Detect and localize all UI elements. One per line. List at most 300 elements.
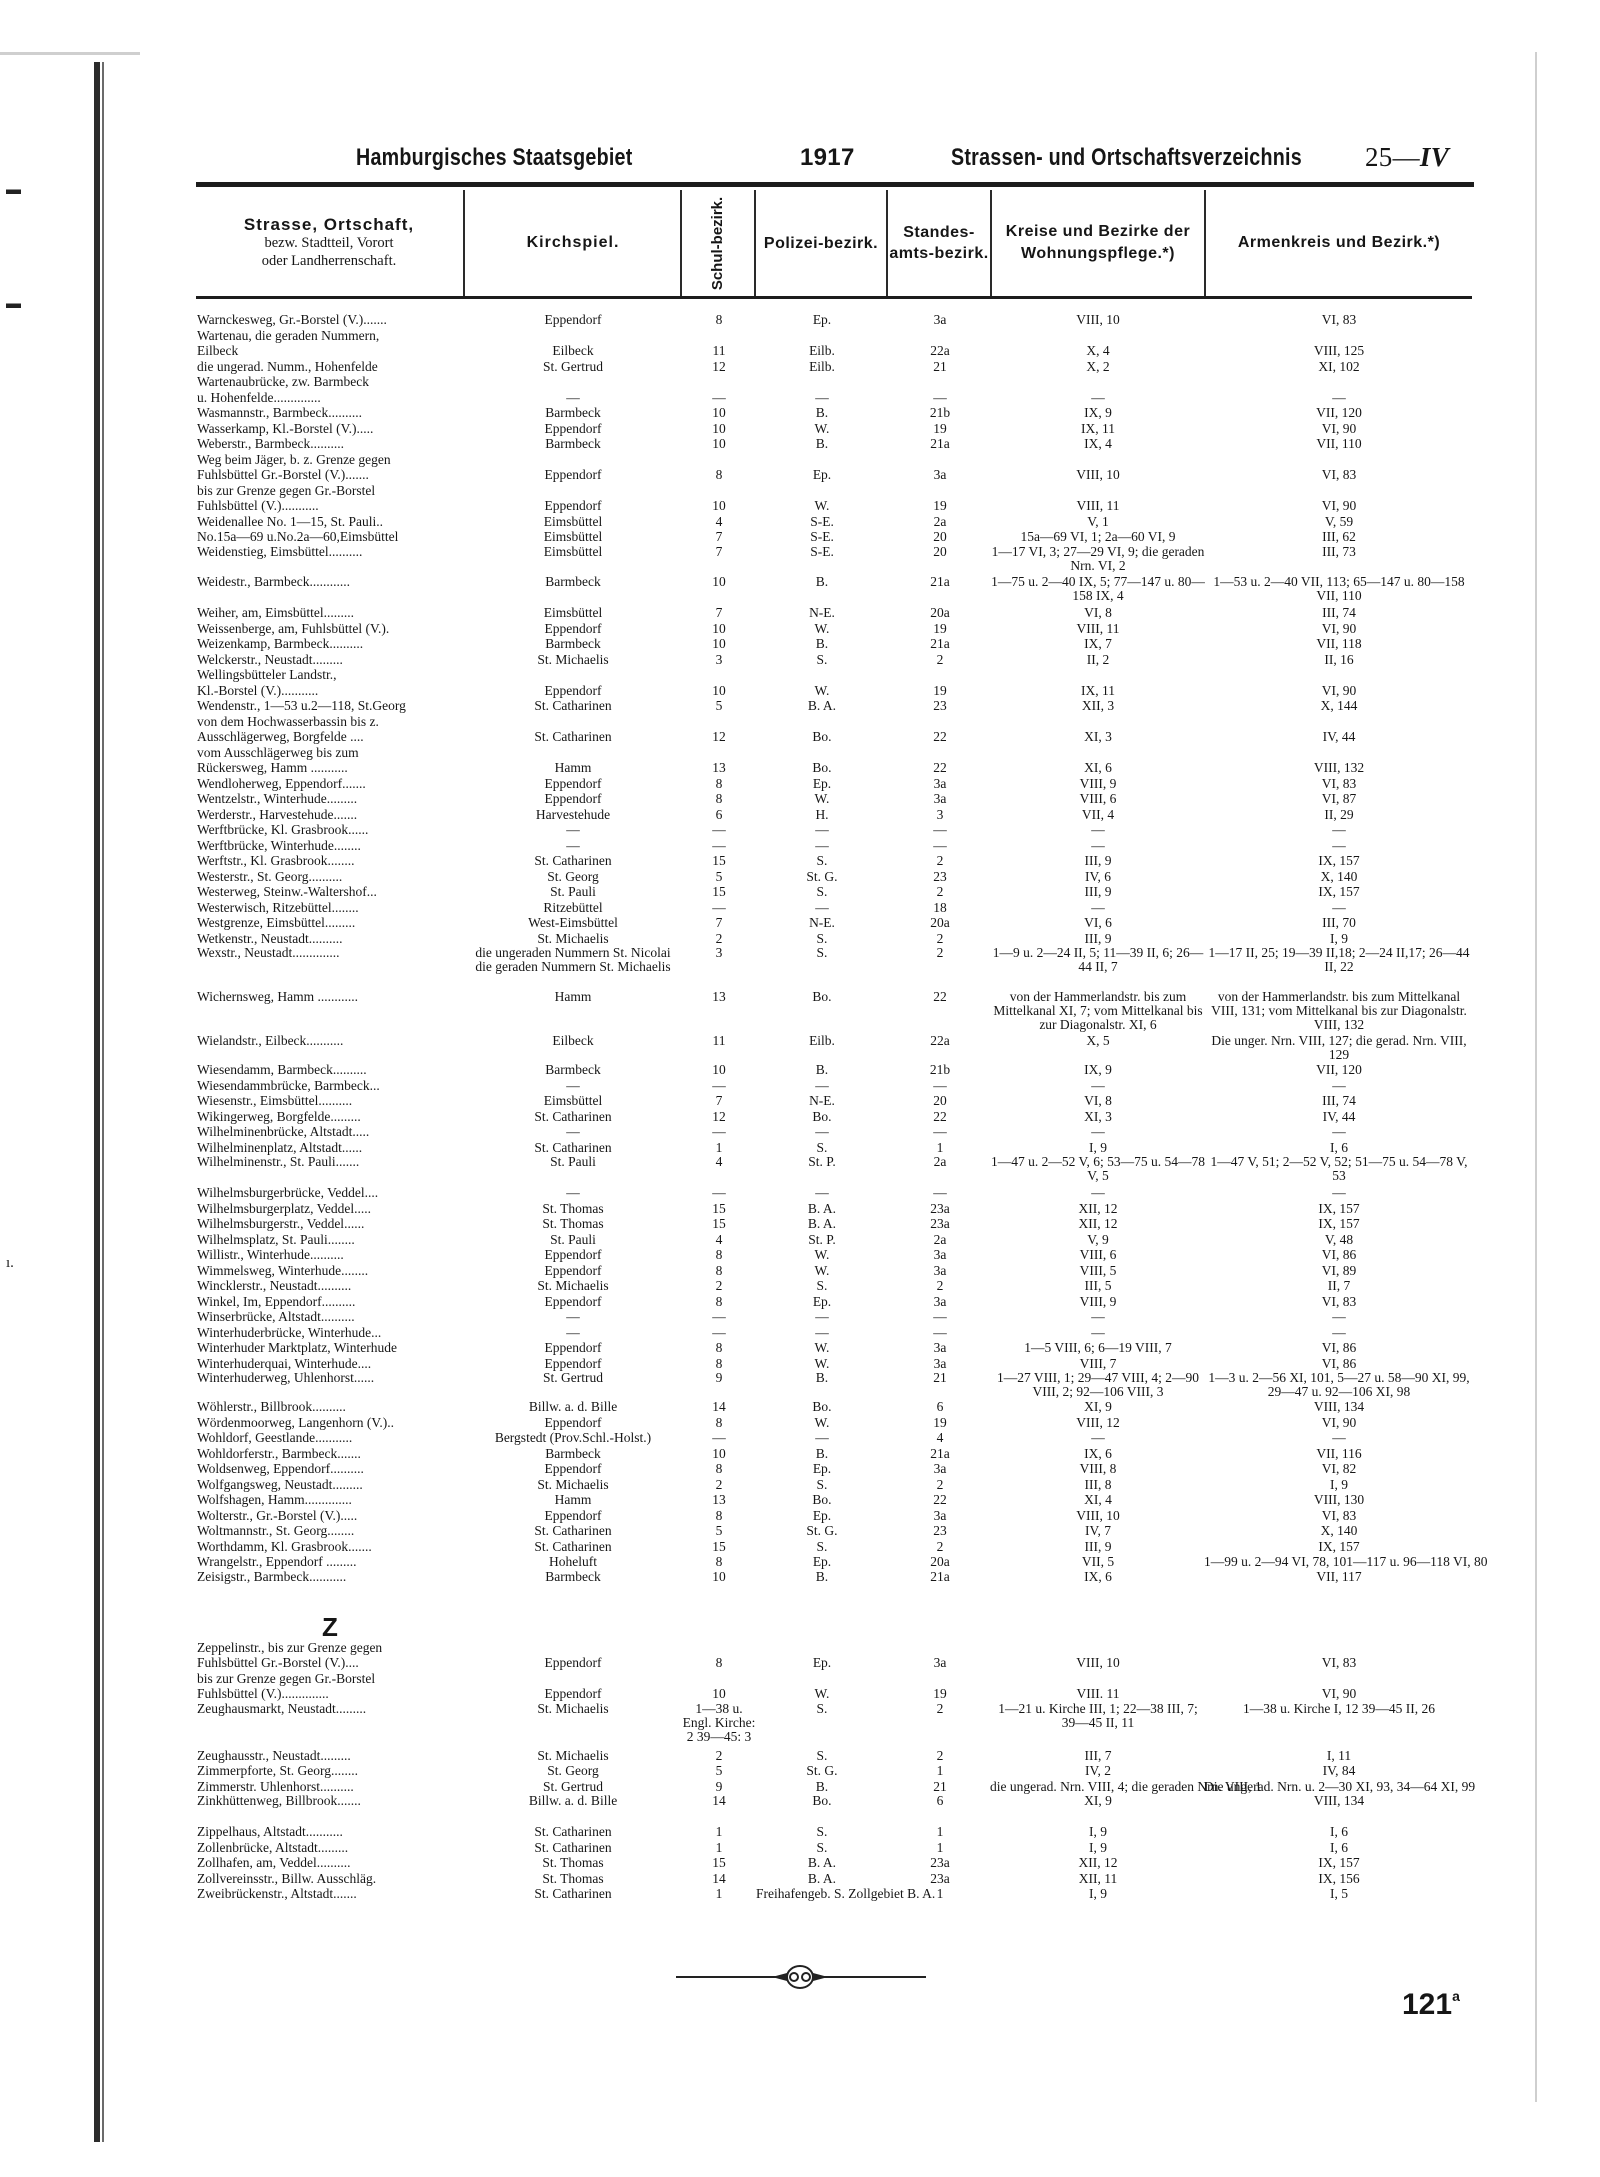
margin-mark: ▬	[6, 182, 21, 198]
cell-armen: VI, 83	[1321, 775, 1357, 791]
cell-pol: Ep.	[812, 1554, 832, 1569]
cell-std: 21b	[929, 405, 951, 420]
cell-pol: Ep.	[812, 1655, 832, 1670]
cell-std: 1	[936, 1839, 944, 1855]
table-row	[0, 312, 1600, 328]
cell-pol: —	[815, 1077, 829, 1093]
cell-kreis: VIII, 11	[1076, 620, 1120, 636]
table-row	[0, 1093, 1600, 1109]
cell-armen: IX, 157	[1318, 884, 1360, 899]
cell-schul: 5	[715, 1523, 723, 1538]
cell-pol: Ep.	[812, 775, 832, 791]
cell-armen: —	[1332, 1185, 1346, 1200]
cell-armen: VIII, 134	[1313, 1399, 1365, 1414]
cell-name: Wikingerweg, Borgfelde.........	[197, 1108, 361, 1124]
cell-kreis: IX, 9	[1084, 1062, 1112, 1077]
cell-pol: B.	[815, 1568, 829, 1584]
table-row	[0, 405, 1600, 421]
table-row	[0, 1325, 1600, 1341]
cell-schul: 15	[712, 1855, 726, 1870]
cell-kirch: Billw. a. d. Bille	[528, 1793, 618, 1808]
cell-name: von dem Hochwasserbassin bis z.	[197, 713, 379, 729]
cell-kirch: Eppendorf	[544, 498, 602, 513]
cell-schul: 2	[715, 1476, 723, 1492]
cell-armen: VII, 110	[1316, 436, 1362, 451]
cell-pol: N-E.	[809, 605, 835, 620]
table-row	[0, 1840, 1600, 1856]
cell-kirch: St. Catharinen	[534, 853, 612, 868]
cell-armen: IV, 84	[1322, 1763, 1356, 1778]
cell-kreis: V, 9	[1087, 1231, 1109, 1247]
cell-kreis: die ungerad. Nrn. VIII, 4; die geraden Nrn. VIII, 1	[990, 1778, 1262, 1794]
cell-kreis: 1—47 u. 2—52 V, 6; 53—75 u. 54—78 V, 5	[990, 1154, 1206, 1183]
cell-kreis: VIII, 10	[1076, 1655, 1120, 1670]
cell-kreis: 1—27 VIII, 1; 29—47 VIII, 4; 2—90 VIII, 2; 92—106 VIII, 3	[997, 1370, 1199, 1399]
cell-name: Zollvereinsstr., Billw. Ausschläg.	[197, 1870, 377, 1886]
column-header-polizeibezirk: Polizei-bezirk.	[763, 234, 879, 252]
cell-pol: —	[815, 837, 829, 853]
cell-armen: Die unger. Nrn. VIII, 127; die gerad. Nrn. VIII, 129	[1211, 1033, 1467, 1062]
cell-pol: B.	[815, 574, 829, 589]
table-row	[0, 1748, 1600, 1764]
cell-std: 22a	[930, 1033, 950, 1048]
table-row	[0, 683, 1600, 699]
cell-name: Wilhelmsburgerstr., Veddel......	[197, 1216, 365, 1231]
cell-name: Wentzelstr., Winterhude.........	[197, 791, 358, 806]
cell-kirch: St. Thomas	[542, 1200, 604, 1216]
cell-schul: 1	[715, 1886, 723, 1901]
cell-schul: 8	[715, 1655, 723, 1670]
table-row	[0, 698, 1600, 714]
cell-schul: 8	[715, 1355, 723, 1371]
cell-name: Worthdamm, Kl. Grasbrook.......	[197, 1538, 372, 1554]
cell-name: Wendloherweg, Eppendorf.......	[197, 775, 366, 791]
cell-pol: B.	[815, 1445, 829, 1461]
cell-schul: 4	[715, 513, 723, 529]
page-number: 121$^a$	[1402, 1988, 1460, 2021]
cell-schul: 1—38 u. Engl. Kirche: 2 39—45: 3	[682, 1700, 756, 1744]
cell-schul: 2	[715, 1278, 723, 1293]
cell-std: 21a	[930, 1568, 950, 1584]
cell-name: Wartenau, die geraden Nummern,	[197, 327, 380, 343]
table-row	[0, 853, 1600, 869]
cell-armen: VI, 83	[1321, 312, 1357, 327]
cell-kreis: 15a—69 VI, 1; 2a—60 VI, 9	[1020, 529, 1176, 544]
cell-armen: VII, 120	[1316, 1062, 1362, 1077]
cell-armen: III, 70	[1322, 915, 1356, 930]
cell-schul: 4	[715, 1231, 723, 1247]
cell-kirch: Eimsbüttel	[543, 544, 603, 559]
cell-schul: 13	[712, 760, 726, 775]
column-header-rule	[196, 296, 1472, 299]
cell-std: —	[933, 837, 947, 853]
cell-armen: X, 144	[1320, 698, 1358, 713]
cell-kreis: III, 7	[1084, 1747, 1112, 1763]
cell-schul: 8	[715, 1461, 723, 1476]
cell-name: Wellingsbütteler Landstr.,	[197, 667, 337, 682]
cell-std: 20a	[930, 1554, 950, 1569]
cell-std: 19	[933, 1686, 947, 1701]
cell-armen: III, 73	[1322, 544, 1356, 559]
cell-kirch: Bergstedt (Prov.Schl.-Holst.)	[494, 1430, 652, 1445]
cell-armen: 1—17 II, 25; 19—39 II,18; 2—24 II,17; 26—44 II, 22	[1208, 945, 1470, 974]
table-row	[0, 714, 1600, 730]
table-row	[0, 575, 1600, 605]
cell-kirch: Eppendorf	[544, 1507, 602, 1523]
cell-pol: B. A.	[807, 1870, 837, 1886]
table-row	[0, 915, 1600, 931]
cell-kreis: VII, 4	[1081, 806, 1115, 822]
cell-kirch: Eppendorf	[544, 1340, 602, 1355]
cell-kreis: XII, 11	[1078, 1870, 1118, 1886]
header-subtitle: Strassen- und Ortschaftsverzeichnis	[951, 144, 1302, 171]
cell-schul: 1	[715, 1139, 723, 1155]
cell-std: 20a	[930, 605, 950, 620]
cell-kreis: IX, 6	[1084, 1445, 1112, 1461]
table-row	[0, 776, 1600, 792]
cell-kirch: Barmbeck	[545, 1062, 601, 1077]
cell-kreis: XII, 12	[1078, 1200, 1118, 1216]
cell-kreis: 1—17 VI, 3; 27—29 VI, 9; die geraden Nrn. VI, 2	[991, 544, 1205, 573]
cell-name: Weg beim Jäger, b. z. Grenze gegen	[197, 451, 391, 467]
cell-pol: W.	[814, 498, 830, 513]
cell-pol: St. G.	[806, 1763, 838, 1778]
cell-name: Wilhelminenbrücke, Altstadt.....	[197, 1124, 370, 1139]
cell-kreis: XI, 3	[1084, 1108, 1112, 1124]
cell-kreis: VIII, 6	[1079, 791, 1117, 806]
cell-pol: Ep.	[812, 1507, 832, 1523]
cell-pol: St. P.	[808, 1154, 836, 1169]
cell-std: 2	[936, 945, 944, 960]
cell-schul: 9	[715, 1778, 723, 1794]
cell-name: Wilhelmsplatz, St. Pauli........	[197, 1231, 355, 1247]
cell-kirch: Eppendorf	[544, 1461, 602, 1476]
cell-kreis: VIII, 9	[1079, 775, 1117, 791]
cell-kirch: —	[566, 1185, 580, 1200]
table-row	[0, 1702, 1600, 1748]
table-row	[0, 1124, 1600, 1140]
cell-name: Wilhelminenstr., St. Pauli.......	[197, 1155, 360, 1169]
cell-schul: 8	[715, 1262, 723, 1278]
cell-armen: III, 74	[1322, 605, 1356, 620]
cell-kirch: St. Catharinen	[534, 1538, 612, 1554]
table-row	[0, 1062, 1600, 1078]
cell-kreis: —	[1091, 1124, 1105, 1139]
cell-std: 2	[936, 853, 944, 868]
cell-armen: I, 6	[1330, 1824, 1348, 1839]
cell-name: Wincklerstr., Neustadt..........	[197, 1278, 352, 1293]
table-row	[0, 822, 1600, 838]
cell-name: Wasserkamp, Kl.-Borstel (V.).....	[197, 420, 374, 436]
cell-name: Winterhuderbrücke, Winterhude...	[197, 1324, 382, 1340]
ornament-icon	[770, 1960, 830, 1994]
cell-std: 22	[933, 989, 947, 1004]
cell-pol: Bo.	[812, 1492, 832, 1507]
cell-kreis: X, 2	[1086, 358, 1110, 374]
table-row	[0, 1430, 1600, 1446]
cell-std: 19	[933, 682, 947, 698]
cell-std: 22	[933, 1492, 947, 1507]
table-row	[0, 1109, 1600, 1125]
cell-schul: 13	[712, 1492, 726, 1507]
cell-std: 19	[933, 1414, 947, 1430]
table-row	[0, 1539, 1600, 1555]
cell-pol: Bo.	[812, 1399, 832, 1414]
cell-kreis: —	[1091, 822, 1105, 837]
cell-schul: 1	[715, 1824, 723, 1839]
cell-kreis: XII, 3	[1081, 698, 1115, 713]
cell-kreis: —	[1091, 389, 1105, 405]
cell-kreis: X, 5	[1086, 1033, 1110, 1048]
cell-kirch: Eppendorf	[544, 312, 602, 327]
cell-name: Zeughausmarkt, Neustadt.........	[197, 1701, 367, 1716]
table-row	[0, 1686, 1600, 1702]
cell-kirch: St. Michaelis	[537, 1476, 609, 1492]
cell-pol: Eilb.	[809, 343, 835, 358]
cell-std: —	[933, 1185, 947, 1200]
column-divider	[754, 190, 756, 296]
table-row	[0, 1263, 1600, 1279]
cell-armen: —	[1332, 1430, 1346, 1445]
column-divider	[680, 190, 682, 296]
cell-armen: X, 140	[1320, 868, 1358, 884]
cell-name: Warnckesweg, Gr.-Borstel (V.).......	[197, 312, 387, 327]
cell-name: Werftbrücke, Kl. Grasbrook......	[197, 822, 369, 837]
cell-armen: —	[1332, 1124, 1346, 1139]
table-row	[0, 1523, 1600, 1539]
table-row	[0, 421, 1600, 437]
cell-std: —	[933, 1324, 947, 1340]
cell-kirch: St. Pauli	[550, 884, 596, 899]
cell-kirch: —	[566, 1309, 580, 1324]
cell-kirch: St. Thomas	[542, 1855, 604, 1870]
cell-name: Wilhelminenplatz, Altstadt......	[197, 1139, 363, 1155]
cell-pol: —	[815, 899, 829, 915]
cell-schul: 8	[715, 1414, 723, 1430]
table-row	[0, 1340, 1600, 1356]
cell-armen: IX, 157	[1318, 1200, 1360, 1216]
cell-name: Winterhuder Marktplatz, Winterhude	[197, 1340, 397, 1355]
cell-name: Wolfshagen, Hamm..............	[197, 1492, 352, 1507]
cell-name: Weiher, am, Eimsbüttel.........	[197, 605, 354, 620]
cell-std: 2	[936, 884, 944, 899]
cell-name: Fuhlsbüttel Gr.-Borstel (V.)....	[197, 1655, 359, 1670]
table-row	[0, 745, 1600, 761]
cell-name: Weidenallee No. 1—15, St. Pauli..	[197, 513, 384, 529]
cell-name: Werderstr., Harvestehude.......	[197, 806, 358, 822]
cell-pol: S.	[816, 1700, 828, 1716]
table-row	[0, 667, 1600, 683]
cell-pol: W.	[814, 1262, 830, 1278]
cell-kreis: IX, 7	[1084, 636, 1112, 651]
column-header-strasse: Strasse, Ortschaft, bezw. Stadtteil, Vorort oder Landherrenschaft.	[243, 215, 415, 269]
cell-std: 2	[936, 1476, 944, 1492]
cell-schul: 10	[712, 1445, 726, 1461]
cell-kirch: —	[566, 837, 580, 853]
cell-kreis: IX, 4	[1084, 436, 1112, 451]
cell-schul: 8	[715, 312, 723, 327]
table-row	[0, 1508, 1600, 1524]
cell-armen: 1—38 u. Kirche I, 12 39—45 II, 26	[1243, 1700, 1435, 1716]
cell-schul: 7	[715, 544, 723, 559]
cell-name: Fuhlsbüttel (V.)..............	[197, 1686, 329, 1701]
cell-schul: 10	[712, 574, 726, 589]
cell-kreis: III, 9	[1084, 930, 1112, 946]
cell-name: Winterhuderquai, Winterhude....	[197, 1355, 372, 1371]
cell-std: 2a	[933, 513, 947, 529]
cell-pol: Bo.	[812, 989, 832, 1004]
cell-kreis: XII, 12	[1078, 1855, 1118, 1870]
cell-kreis: —	[1091, 1324, 1105, 1340]
cell-name: Weidestr., Barmbeck............	[197, 575, 351, 589]
table-row	[0, 1461, 1600, 1477]
cell-std: 19	[933, 620, 947, 636]
cell-kirch: St. Gertrud	[543, 1370, 603, 1385]
cell-schul: 9	[715, 1370, 723, 1385]
cell-name: Eilbeck	[197, 343, 239, 358]
table-row	[0, 791, 1600, 807]
table-row	[0, 359, 1600, 375]
table-row	[0, 1140, 1600, 1156]
cell-armen: IX, 157	[1318, 853, 1360, 868]
cell-pol: Ep.	[812, 312, 832, 327]
header-year: 1917	[800, 144, 855, 171]
cell-std: —	[933, 1077, 947, 1093]
table-row	[0, 1232, 1600, 1248]
cell-kirch: St. Catharinen	[534, 1839, 612, 1855]
cell-schul: 8	[715, 1554, 723, 1569]
cell-armen: —	[1332, 837, 1346, 853]
cell-schul: 10	[712, 405, 726, 420]
cell-kirch: —	[566, 1124, 580, 1139]
cell-armen: VIII, 134	[1313, 1793, 1365, 1808]
cell-kreis: III, 9	[1084, 884, 1112, 899]
cell-schul: 8	[715, 1507, 723, 1523]
cell-pol: St. P.	[808, 1231, 836, 1247]
header-rule	[196, 182, 1474, 187]
cell-std: 23	[933, 698, 947, 713]
cell-name: Wartenaubrücke, zw. Barmbeck	[197, 374, 369, 389]
cell-name: Weberstr., Barmbeck..........	[197, 436, 344, 451]
cell-armen: Die ungerad. Nrn. u. 2—30 XI, 93, 34—64 XI, 99	[1204, 1778, 1476, 1794]
cell-kreis: VIII, 11	[1076, 498, 1120, 513]
cell-armen: —	[1332, 822, 1346, 837]
cell-schul: 10	[712, 636, 726, 651]
cell-name: Wiesendamm, Barmbeck..........	[197, 1062, 367, 1077]
cell-name: Wimmelsweg, Winterhude........	[197, 1262, 369, 1278]
cell-kirch: St. Gertrud	[543, 358, 603, 374]
table-row	[0, 1492, 1600, 1508]
cell-schul: —	[712, 1077, 726, 1093]
cell-schul: 10	[712, 1686, 726, 1701]
cell-armen: X, 140	[1320, 1523, 1358, 1538]
cell-schul: 8	[715, 1340, 723, 1355]
header-page-number: 25—IV	[1365, 142, 1450, 172]
cell-std: 23	[933, 1523, 947, 1538]
cell-schul: 10	[712, 682, 726, 698]
cell-std: 21a	[930, 574, 950, 589]
cell-kreis: XI, 9	[1084, 1793, 1112, 1808]
cell-kreis: II, 2	[1086, 651, 1110, 667]
cell-pol: S.	[816, 1476, 828, 1492]
cell-armen: von der Hammerlandstr. bis zum Mittelkanal VIII, 131; vom Mittelkanal bis zur Diagonalstr. VIII, 132	[1211, 989, 1467, 1032]
cell-kirch: Eimsbüttel	[543, 513, 603, 529]
cell-kirch: St. Catharinen	[534, 1108, 612, 1124]
cell-kirch: Ritzebüttel	[543, 899, 603, 915]
cell-std: 1	[936, 1139, 944, 1155]
cell-kirch: Barmbeck	[545, 1568, 601, 1584]
cell-std: 21a	[930, 436, 950, 451]
cell-name: Wiesendammbrücke, Barmbeck...	[197, 1077, 380, 1093]
cell-kirch: Hamm	[554, 989, 592, 1004]
cell-kirch: Eppendorf	[544, 1293, 602, 1309]
cell-name: Woltmannstr., St. Georg........	[197, 1523, 355, 1538]
cell-name: Woldsenweg, Eppendorf..........	[197, 1461, 364, 1476]
table-row	[0, 1371, 1600, 1399]
table-row	[0, 390, 1600, 406]
cell-std: 23a	[930, 1216, 950, 1231]
cell-std: 21	[933, 1370, 947, 1385]
cell-kreis: —	[1091, 899, 1105, 915]
margin-mark: ı.	[6, 1255, 14, 1271]
cell-kreis: I, 9	[1089, 1839, 1107, 1855]
cell-pol: W.	[814, 791, 830, 806]
cell-name: Wielandstr., Eilbeck...........	[197, 1034, 344, 1048]
cell-pol: Bo.	[812, 1793, 832, 1808]
table-row	[0, 529, 1600, 545]
cell-std: 4	[936, 1430, 944, 1445]
column-header-schulbezirk: Schul-bezirk.	[709, 196, 727, 290]
cell-kirch: St. Catharinen	[534, 1886, 612, 1901]
cell-std: 22	[933, 729, 947, 744]
cell-schul: 13	[712, 989, 726, 1004]
cell-kirch: Barmbeck	[545, 574, 601, 589]
cell-kreis: VI, 8	[1084, 605, 1112, 620]
cell-std: 3a	[933, 1340, 947, 1355]
cell-std: 21	[933, 358, 947, 374]
cell-std: 18	[933, 899, 947, 915]
cell-armen: IV, 44	[1322, 729, 1356, 744]
cell-pol: Eilb.	[809, 1033, 835, 1048]
cell-kreis: IV, 6	[1084, 868, 1111, 884]
cell-kirch: —	[566, 389, 580, 405]
cell-std: 22	[933, 760, 947, 775]
cell-pol: St. G.	[806, 1523, 838, 1538]
cell-schul: 5	[715, 868, 723, 884]
cell-name: Kl.-Borstel (V.)...........	[197, 682, 319, 698]
cell-kreis: VIII, 6	[1079, 1247, 1117, 1262]
cell-pol: W.	[814, 420, 830, 436]
cell-name: Wolterstr., Gr.-Borstel (V.).....	[197, 1507, 358, 1523]
cell-armen: —	[1332, 899, 1346, 915]
cell-kreis: IV, 7	[1084, 1523, 1111, 1538]
cell-armen: II, 29	[1324, 806, 1354, 822]
cell-kreis: —	[1091, 1185, 1105, 1200]
cell-schul: 15	[712, 884, 726, 899]
cell-std: 2a	[933, 1154, 947, 1169]
cell-name: Zeppelinstr., bis zur Grenze gegen	[197, 1639, 383, 1655]
cell-kirch: Eimsbüttel	[543, 1093, 603, 1108]
cell-kirch: St. Catharinen	[534, 1523, 612, 1538]
cell-kirch: St. Georg	[547, 1763, 599, 1778]
cell-pol: Freihafengeb. S. Zollgebiet B. A.	[756, 1886, 936, 1901]
cell-schul: —	[712, 837, 726, 853]
cell-kirch: Hamm	[554, 760, 592, 775]
cell-kreis: 1—21 u. Kirche III, 1; 22—38 III, 7; 39—45 II, 11	[998, 1700, 1198, 1730]
cell-kirch: —	[566, 822, 580, 837]
cell-std: 1	[936, 1886, 944, 1901]
cell-kirch: Barmbeck	[545, 405, 601, 420]
